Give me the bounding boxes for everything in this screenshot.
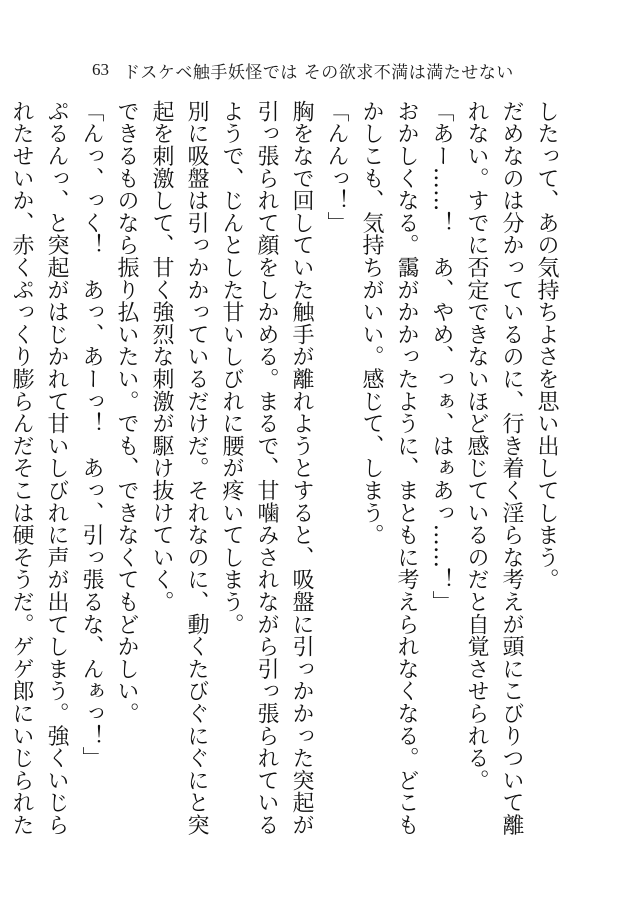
paragraph-8: できるものなら振り払いたい。でも、できなくてもどかしい。 (114, 100, 139, 725)
paragraph-6: 胸をなで回していた触手が離れようとすると、吸盤に引っかかった突起が引っ張られて顔をしかめる。まるで、甘噛みされながら引っ張られているようで、じんとした甘いしびれに腰が疼いてしまう。 (219, 100, 314, 836)
paragraph-7: 別に吸盤は引っかかっているだけだ。それなのに、動くたびぐにぐにと突起を刺激して、甘く強烈な刺激が駆け抜けていく。 (149, 100, 209, 836)
paragraph-9: 「んっ、っく！ あっ、あーっ！ あっ、引っ張るな、んぁっ！」 (79, 100, 104, 769)
paragraph-10: ぷるんっ、と突起がはじかれて甘いしびれに声が出てしまう。強くいじられたせいか、赤くぷっくり膨らんだそこは硬そうだ。ゲゲ郎にいじられた (9, 100, 69, 836)
paragraph-5: 「んんっ！」 (324, 100, 349, 234)
vertical-body-text (9, 100, 564, 840)
paragraph-4: おかしくなる。靄がかかったように、まともに考えられなくなる。どこもかしこも、気持ちがいい。感じて、しまう。 (359, 100, 419, 836)
paragraph-2: だめなのは分かっているのに、行き着く淫らな考えが頭にこびりついて離れない。すでに否定できないほど感じているのだと自覚させられる。 (464, 100, 524, 836)
running-title: ドスケベ触手妖怪では その欲求不満は満たせない (123, 62, 514, 83)
running-header (92, 56, 514, 84)
paragraph-1: したって、あの気持ちよさを思い出してしまう。 (534, 100, 559, 591)
page-number: 63 (92, 60, 109, 79)
paragraph-3: 「あー……！ あ、やめ、っぁ、はぁあっ……！」 (429, 100, 454, 613)
